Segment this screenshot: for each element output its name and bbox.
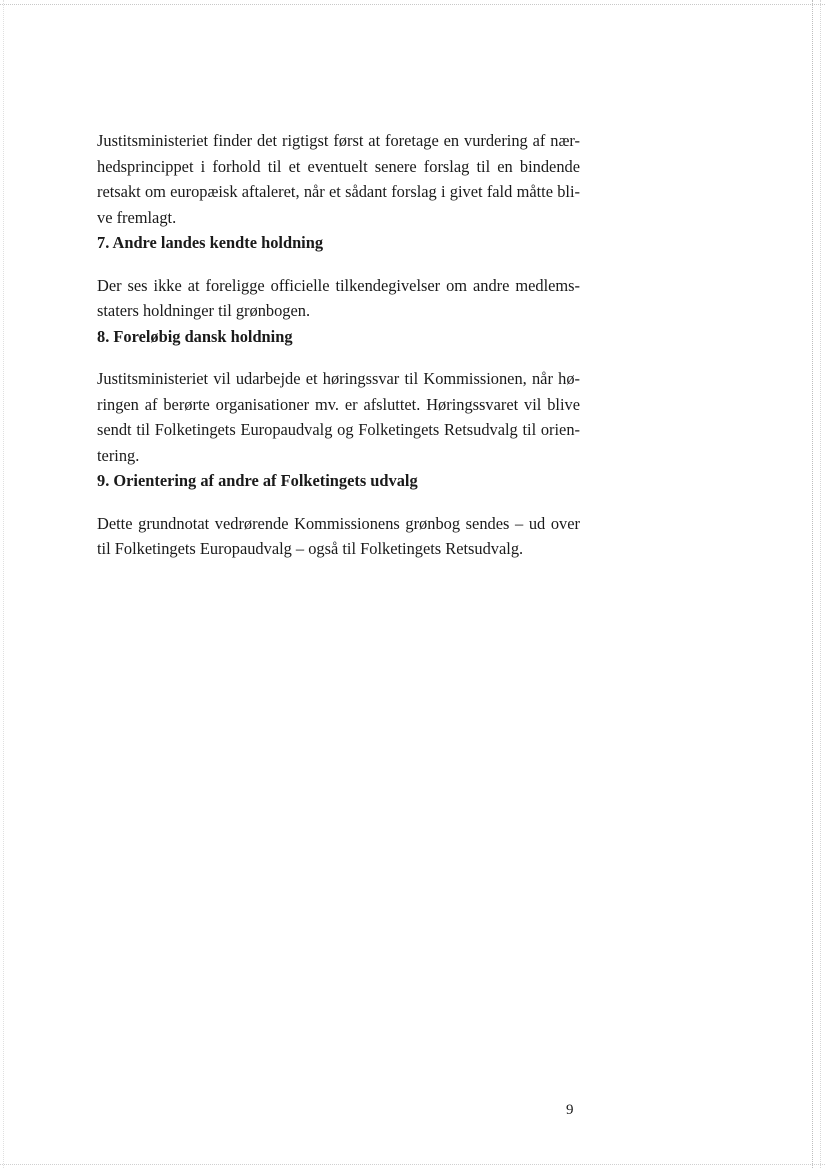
paragraph-line: ve fremlagt. [97, 207, 177, 227]
scan-edge-top [0, 4, 825, 5]
paragraph-line: tering. [97, 445, 140, 465]
section-heading-9: 9. Orientering af andre af Folketingets udvalg [97, 471, 418, 490]
paragraph-line: til Folketingets Europaudvalg – også til Folketingets Retsudvalg. [97, 539, 524, 558]
section-heading-8: 8. Foreløbig dansk holdning [97, 326, 293, 346]
paragraph-line: ringen af berørte organisationer mv. er afsluttet. Høringssvaret vil blive [97, 394, 580, 414]
paragraph-line: retsakt om europæisk aftaleret, når et sådant forslag i givet fald måtte bli- [97, 182, 580, 201]
paragraph-subsidiarity [97, 128, 580, 230]
paragraph-line: staters holdninger til grønbogen. [97, 301, 311, 320]
paragraph-section-8 [97, 366, 580, 468]
paragraph-section-9 [97, 511, 580, 562]
paragraph-line: Dette grundnotat vedrørende Kommissionens grønbog sendes – ud over [97, 513, 580, 533]
scan-edge-right-outer [820, 0, 821, 1168]
scan-edge-right [812, 0, 813, 1168]
page-number: 9 [566, 1102, 574, 1118]
scan-edge-left [3, 0, 4, 1168]
paragraph-line: Justitsministeriet finder det rigtigst først at foretage en vurdering af nær- [97, 131, 580, 150]
paragraph-line: hedsprincippet i forhold til et eventuelt senere forslag til en bindende [97, 156, 580, 176]
paragraph-section-7 [97, 273, 580, 324]
section-heading-7: 7. Andre landes kendte holdning [97, 233, 324, 252]
paragraph-line: Der ses ikke at foreligge officielle tilkendegivelser om andre medlems- [97, 275, 580, 295]
document-body [97, 128, 580, 562]
paragraph-line: sendt til Folketingets Europaudvalg og Folketingets Retsudvalg til orien- [97, 420, 580, 439]
paragraph-line: Justitsministeriet vil udarbejde et høringssvar til Kommissionen, når hø- [97, 369, 580, 388]
scan-edge-bottom [0, 1164, 825, 1165]
